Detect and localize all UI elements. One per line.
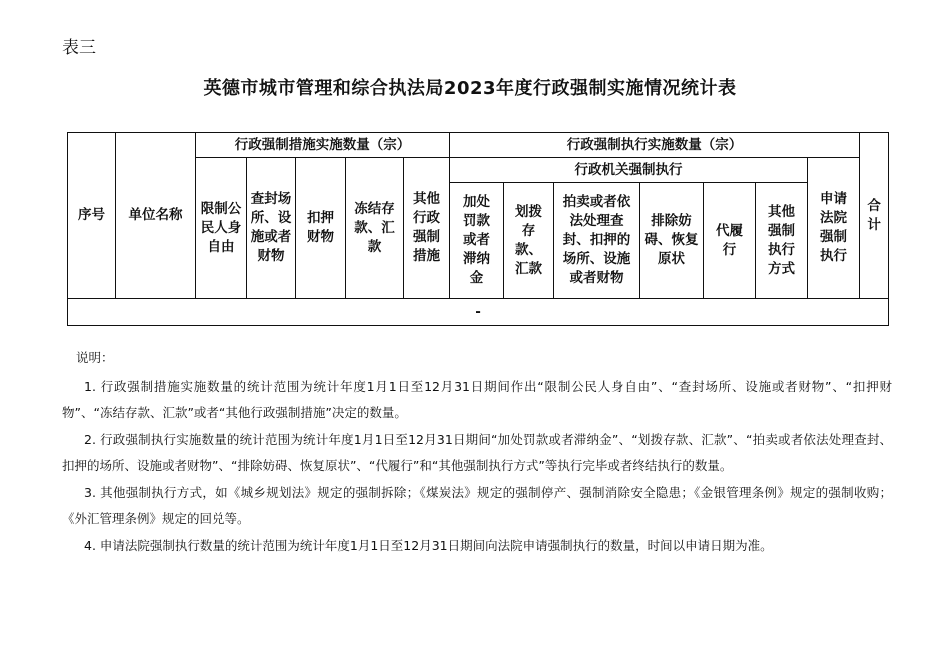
header-auction: 拍卖或者依法处理查封、扣押的场所、设施或者财物 [554, 183, 640, 299]
header-other-measures: 其他行政强制措施 [404, 158, 450, 299]
header-agency-execution: 行政机关强制执行 [450, 158, 808, 183]
header-fine: 加处罚款或者滞纳金 [450, 183, 504, 299]
page-title: 英德市城市管理和综合执法局2023年度行政强制实施情况统计表 [203, 78, 737, 99]
notes-section [62, 348, 892, 560]
header-seal: 查封场所、设施或者财物 [247, 158, 296, 299]
header-transfer: 划拨存款、汇款 [504, 183, 554, 299]
note-item: 4. 申请法院强制执行数量的统计范围为统计年度1月1日至12月31日期间向法院申请强制执行的数量，时间以申请日期为准。 [84, 538, 773, 553]
header-freeze: 冻结存款、汇款 [346, 158, 404, 299]
header-seize: 扣押财物 [296, 158, 346, 299]
header-other-execution: 其他强制执行方式 [756, 183, 808, 299]
header-proxy: 代履行 [704, 183, 756, 299]
note-item: 1. 行政强制措施实施数量的统计范围为统计年度1月1日至12月31日期间作出“限制公民人身自由”、“查封场所、设施或者财物”、“扣押财物”、“冻结存款、汇款”或者“其他行政强制措施”决定的数量。 [62, 379, 892, 420]
header-restrict-freedom: 限制公民人身自由 [196, 158, 247, 299]
statistics-table [67, 132, 889, 326]
header-seq: 序号 [68, 133, 116, 299]
header-group-measures: 行政强制措施实施数量（宗） [196, 133, 450, 158]
note-item: 3. 其他强制执行方式，如《城乡规划法》规定的强制拆除；《煤炭法》规定的强制停产、强制消除安全隐患；《金银管理条例》规定的强制收购；《外汇管理条例》规定的回兑等。 [62, 485, 892, 526]
header-court: 申请法院强制执行 [808, 158, 860, 299]
header-group-execution: 行政强制执行实施数量（宗） [450, 133, 860, 158]
notes-title: 说明： [76, 350, 114, 365]
header-total: 合计 [860, 133, 889, 299]
table-row: - [68, 299, 889, 326]
header-remove-obstruction: 排除妨碍、恢复原状 [640, 183, 704, 299]
note-item: 2. 行政强制执行实施数量的统计范围为统计年度1月1日至12月31日期间“加处罚款或者滞纳金”、“划拨存款、汇款”、“拍卖或者依法处理查封、扣押的场所、设施或者财物”、“排除妨碍、恢复原状”、“代履行”和“其他强制执行方式”等执行完毕或者终结执行的数量。 [62, 432, 892, 473]
header-unit-name: 单位名称 [116, 133, 196, 299]
document-label: 表三 [62, 38, 96, 58]
